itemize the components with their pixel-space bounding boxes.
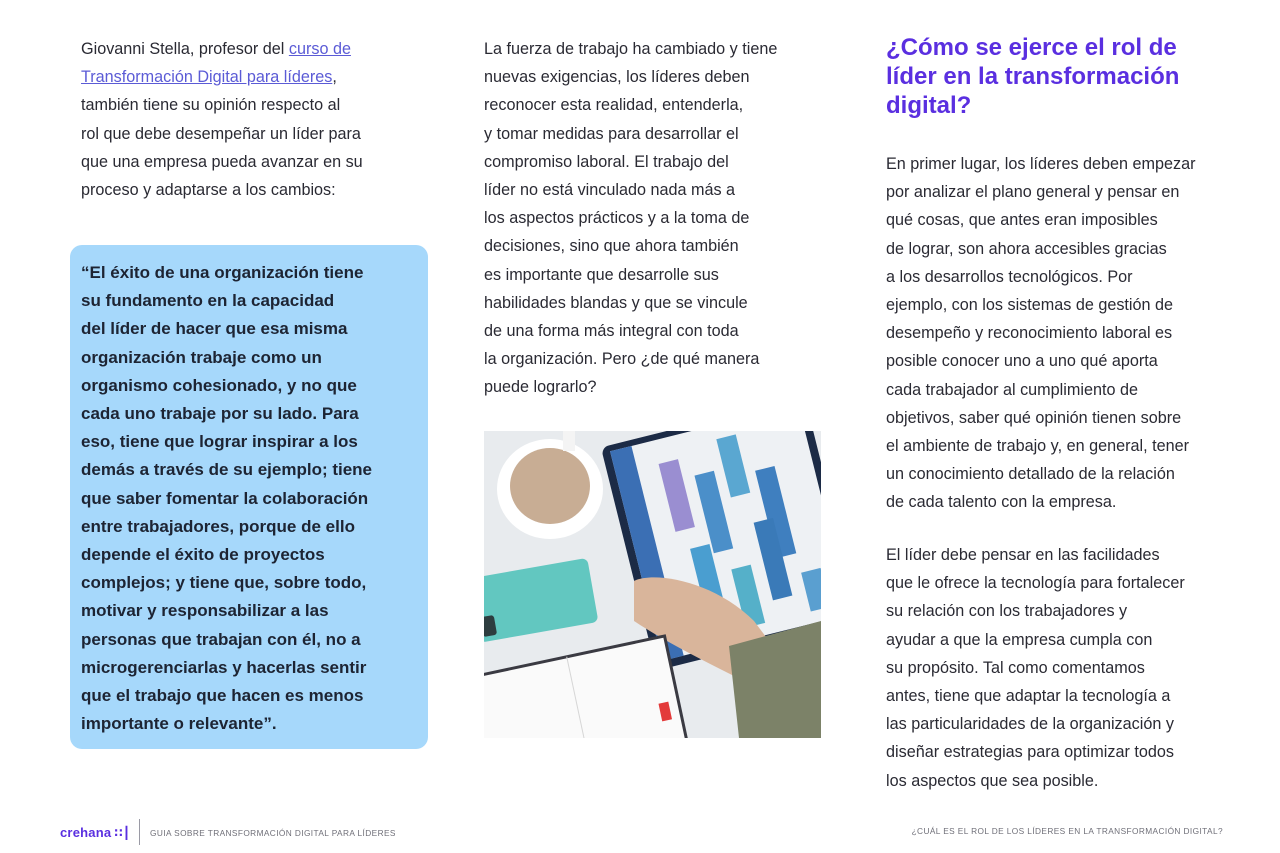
crehana-logo-icon: ∷┃ [114,826,131,840]
footer-guide-title: GUIA SOBRE TRANSFORMACIÓN DIGITAL PARA LÍDERES [150,828,396,838]
intro-paragraph [81,35,421,204]
photo-illustration [484,431,821,738]
intro-line: que una empresa pueda avanzar en su [81,152,363,171]
footer-divider [139,819,140,845]
course-link-continued[interactable]: Transformación Digital para líderes [81,68,333,87]
page-footer [0,815,1280,853]
intro-line: proceso y adaptarse a los cambios: [81,181,336,200]
right-column [886,33,1236,790]
intro-line: Giovanni Stella, profesor del curso de [81,40,351,58]
paragraph-first: En primer lugar, los líderes deben empezar por analizar el plano general y pensar en qué cosas, que antes eran imposibles de lograr, son ahora accesibles gracias a los desarrollos tecnológicos. Por ejemplo, con los sistemas de gestión de desempeño y reconocimiento laboral es posible conocer uno a uno qué aporta cada trabajador al cumplimiento de objetivos, saber qué opinión tienen sobre el ambiente de trabajo y, en general, tener un conocimiento detallado de la relación de cada talento con la empresa. [886,155,1196,512]
intro-line: también tiene su opinión respecto al [81,96,341,115]
intro-line: rol que debe desempeñar un líder para [81,124,361,143]
course-link[interactable]: curso de [288,40,351,58]
workspace-photo [484,431,821,738]
middle-paragraph: La fuerza de trabajo ha cambiado y tiene nuevas exigencias, los líderes deben reconocer esta realidad, entenderla, y tomar medidas para desarrollar el compromiso laboral. El trabajo del líder no está vinculado nada más a los aspectos prácticos y a la toma de decisiones, sino que ahora también es importante que desarrolle sus habilidades blandas y que se vincule de una forma más integral con toda la organización. Pero ¿de qué manera puede lograrlo? [484,40,778,397]
footer-section-title: ¿CUÁL ES EL ROL DE LOS LÍDERES EN LA TRANSFORMACIÓN DIGITAL? [911,826,1223,836]
quote-box [70,245,428,749]
section-heading: ¿Cómo se ejerce el rol de líder en la transformación digital? [886,34,1180,119]
paragraph-second: El líder debe pensar en las facilidades que le ofrece la tecnología para fortalecer su relación con los trabajadores y ayudar a que la empresa cumpla con su propósito. Tal como comentamos antes, tiene que adaptar la tecnología a las particularidades de la organización y diseñar estrategias para optimizar todos los aspectos que sea posible. [886,546,1185,790]
quote-text: “El éxito de una organización tiene su fundamento en la capacidad del líder de hacer que esa misma organización trabaje como un organismo cohesionado, y no que cada uno trabaje por su lado. Para eso, tiene que lograr inspirar a los demás a través de su ejemplo; tiene que saber fomentar la colaboración entre trabajadores, porque de ello depende el éxito de proyectos complejos; y tiene que, sobre todo, motivar y responsabilizar a las personas que trabajan con él, no a microgerenciarlas y hacerlas sentir que el trabajo que hacen es menos importante o relevante”. [81,263,373,734]
intro-line: Transformación Digital para líderes, [81,68,337,87]
brand-logo: crehana ∷┃ [60,825,131,840]
